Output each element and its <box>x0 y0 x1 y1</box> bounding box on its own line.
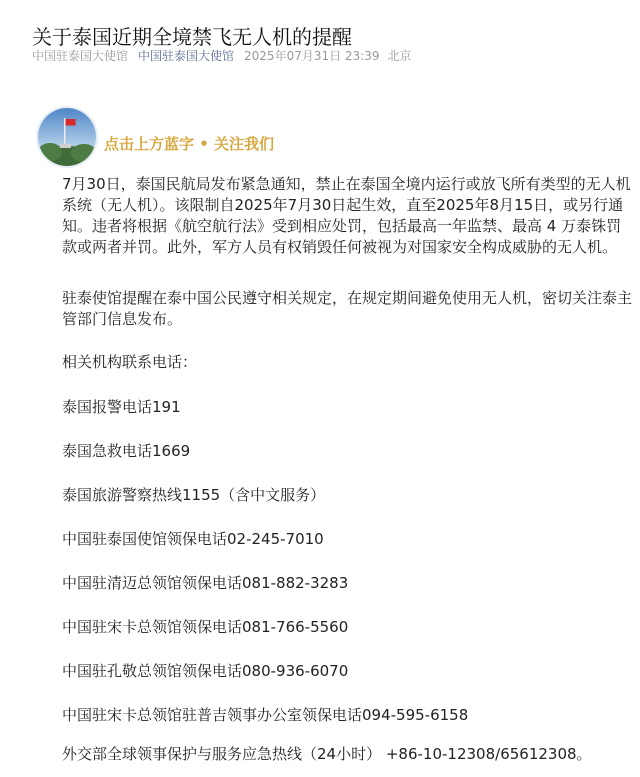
contact-embassy: 中国驻泰国使馆领保电话02-245-7010 <box>62 530 324 548</box>
contact-phuket-office: 中国驻宋卡总领馆驻普吉领事办公室领保电话094-595-6158 <box>62 706 469 724</box>
account-avatar[interactable] <box>36 106 98 168</box>
article-title: 关于泰国近期全境禁飞无人机的提醒 <box>32 25 352 50</box>
paragraph-notice <box>62 174 632 258</box>
contact-ambulance: 泰国急救电话1669 <box>62 442 191 460</box>
contact-songkhla-consulate: 中国驻宋卡总领馆领保电话081-766-5560 <box>62 618 349 636</box>
contact-khonkaen-consulate: 中国驻孔敬总领馆领保电话080-936-6070 <box>62 662 349 680</box>
paragraph-text: 驻泰使馆提醒在泰中国公民遵守相关规定，在规定期间避免使用无人机，密切关注泰主管部门信息发布。 <box>62 289 633 328</box>
avatar-image <box>38 108 96 166</box>
publish-datetime: 2025年07月31日 23:39 <box>244 49 380 63</box>
source-label: 中国驻泰国大使馆 <box>32 49 129 63</box>
publish-location: 北京 <box>387 49 412 63</box>
author-link[interactable]: 中国驻泰国大使馆 <box>138 49 235 63</box>
contact-police: 泰国报警电话191 <box>62 398 181 416</box>
contact-mfa-hotline: 外交部全球领事保护与服务应急热线（24小时） +86-10-12308/65612308。 <box>62 745 592 763</box>
follow-prompt[interactable]: 点击上方蓝字 • 关注我们 <box>104 135 275 153</box>
contact-chiangmai-consulate: 中国驻清迈总领馆领保电话081-882-3283 <box>62 574 349 592</box>
contacts-heading: 相关机构联系电话： <box>62 353 198 371</box>
paragraph-reminder <box>62 288 632 330</box>
paragraph-text: 7月30日，泰国民航局发布紧急通知，禁止在泰国全境内运行或放飞所有类型的无人机系统（无人机）。该限制自2025年7月30日起生效，直至2025年8月15日，或另行通知。违者将根据《航空航行法》受到相应处罚，包括最高一年监禁、最高 4 万泰铢罚款或两者并罚。此外，军方人员有权销毁任何被视为对国家安全构成威胁的无人机。 <box>62 175 631 256</box>
contact-tourist-police: 泰国旅游警察热线1155（含中文服务） <box>62 486 326 504</box>
article-meta <box>32 47 412 65</box>
